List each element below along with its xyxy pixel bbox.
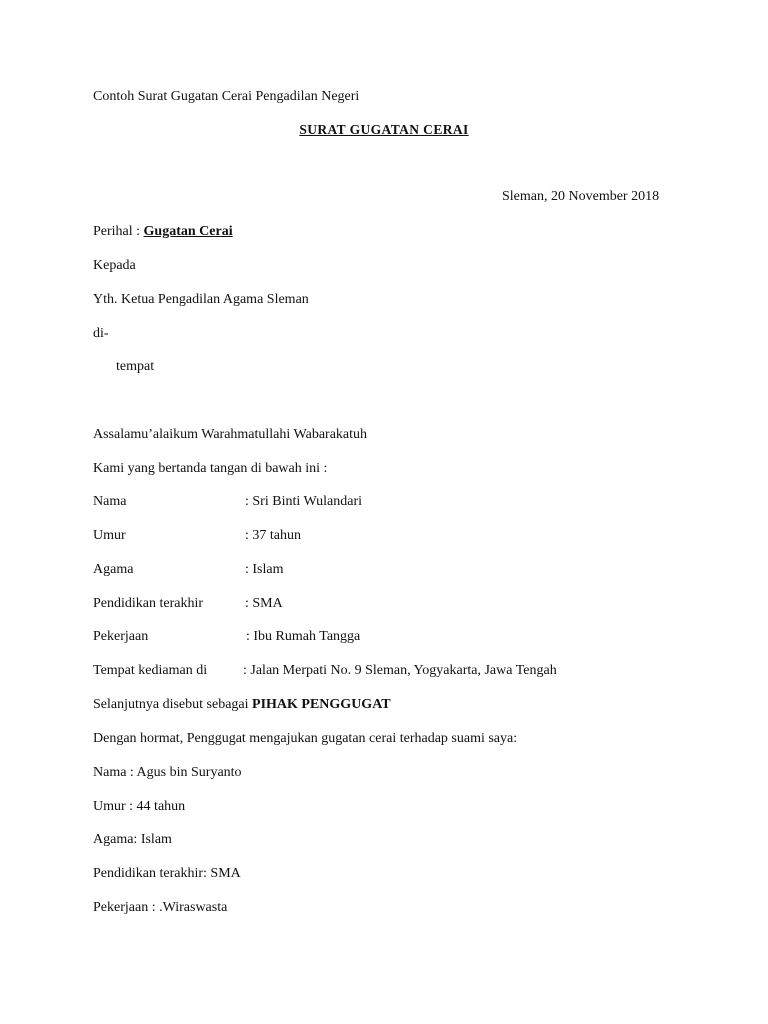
- defendant-line: Pendidikan terakhir: SMA: [93, 866, 241, 881]
- recipient-name: Yth. Ketua Pengadilan Agama Sleman: [93, 292, 309, 307]
- defendant-intro: Dengan hormat, Penggugat mengajukan gugatan cerai terhadap suami saya:: [93, 731, 518, 746]
- greeting: Assalamu’alaikum Warahmatullahi Wabarakatuh: [93, 427, 368, 442]
- subject-label: Perihal :: [93, 224, 144, 239]
- recipient-di: di-: [93, 326, 109, 341]
- field-label-pekerjaan: Pekerjaan: [93, 629, 149, 644]
- defendant-line: Pekerjaan : .Wiraswasta: [93, 900, 228, 915]
- field-value-pendidikan: : SMA: [245, 596, 283, 611]
- field-value-pekerjaan: : Ibu Rumah Tangga: [246, 629, 361, 644]
- field-label-kediaman: Tempat kediaman di: [93, 663, 208, 678]
- designation-party: PIHAK PENGGUGAT: [252, 697, 391, 712]
- field-label-nama: Nama: [93, 494, 127, 509]
- document-caption: Contoh Surat Gugatan Cerai Pengadilan Negeri: [93, 89, 360, 104]
- field-value-agama: : Islam: [245, 562, 284, 577]
- designation-prefix: Selanjutnya disebut sebagai: [93, 697, 253, 712]
- recipient-to: Kepada: [93, 258, 136, 273]
- field-value-umur: : 37 tahun: [245, 528, 301, 543]
- field-label-umur: Umur: [93, 528, 126, 543]
- letter-title: [0, 121, 768, 139]
- intro-statement: Kami yang bertanda tangan di bawah ini :: [93, 461, 328, 476]
- recipient-place: tempat: [116, 359, 155, 374]
- plaintiff-designation: [93, 696, 391, 714]
- defendant-line: Umur : 44 tahun: [93, 799, 186, 814]
- field-value-kediaman: : Jalan Merpati No. 9 Sleman, Yogyakarta, Jawa Tengah: [243, 663, 557, 678]
- letter-title-text: SURAT GUGATAN CERAI: [299, 122, 469, 137]
- defendant-line: Agama: Islam: [93, 832, 172, 847]
- field-value-nama: : Sri Binti Wulandari: [245, 494, 363, 509]
- defendant-line: Nama : Agus bin Suryanto: [93, 765, 242, 780]
- field-label-agama: Agama: [93, 562, 134, 577]
- field-label-pendidikan: Pendidikan terakhir: [93, 596, 204, 611]
- subject-line: [93, 223, 233, 241]
- subject-value: Gugatan Cerai: [143, 224, 233, 239]
- place-date: Sleman, 20 November 2018: [502, 189, 660, 204]
